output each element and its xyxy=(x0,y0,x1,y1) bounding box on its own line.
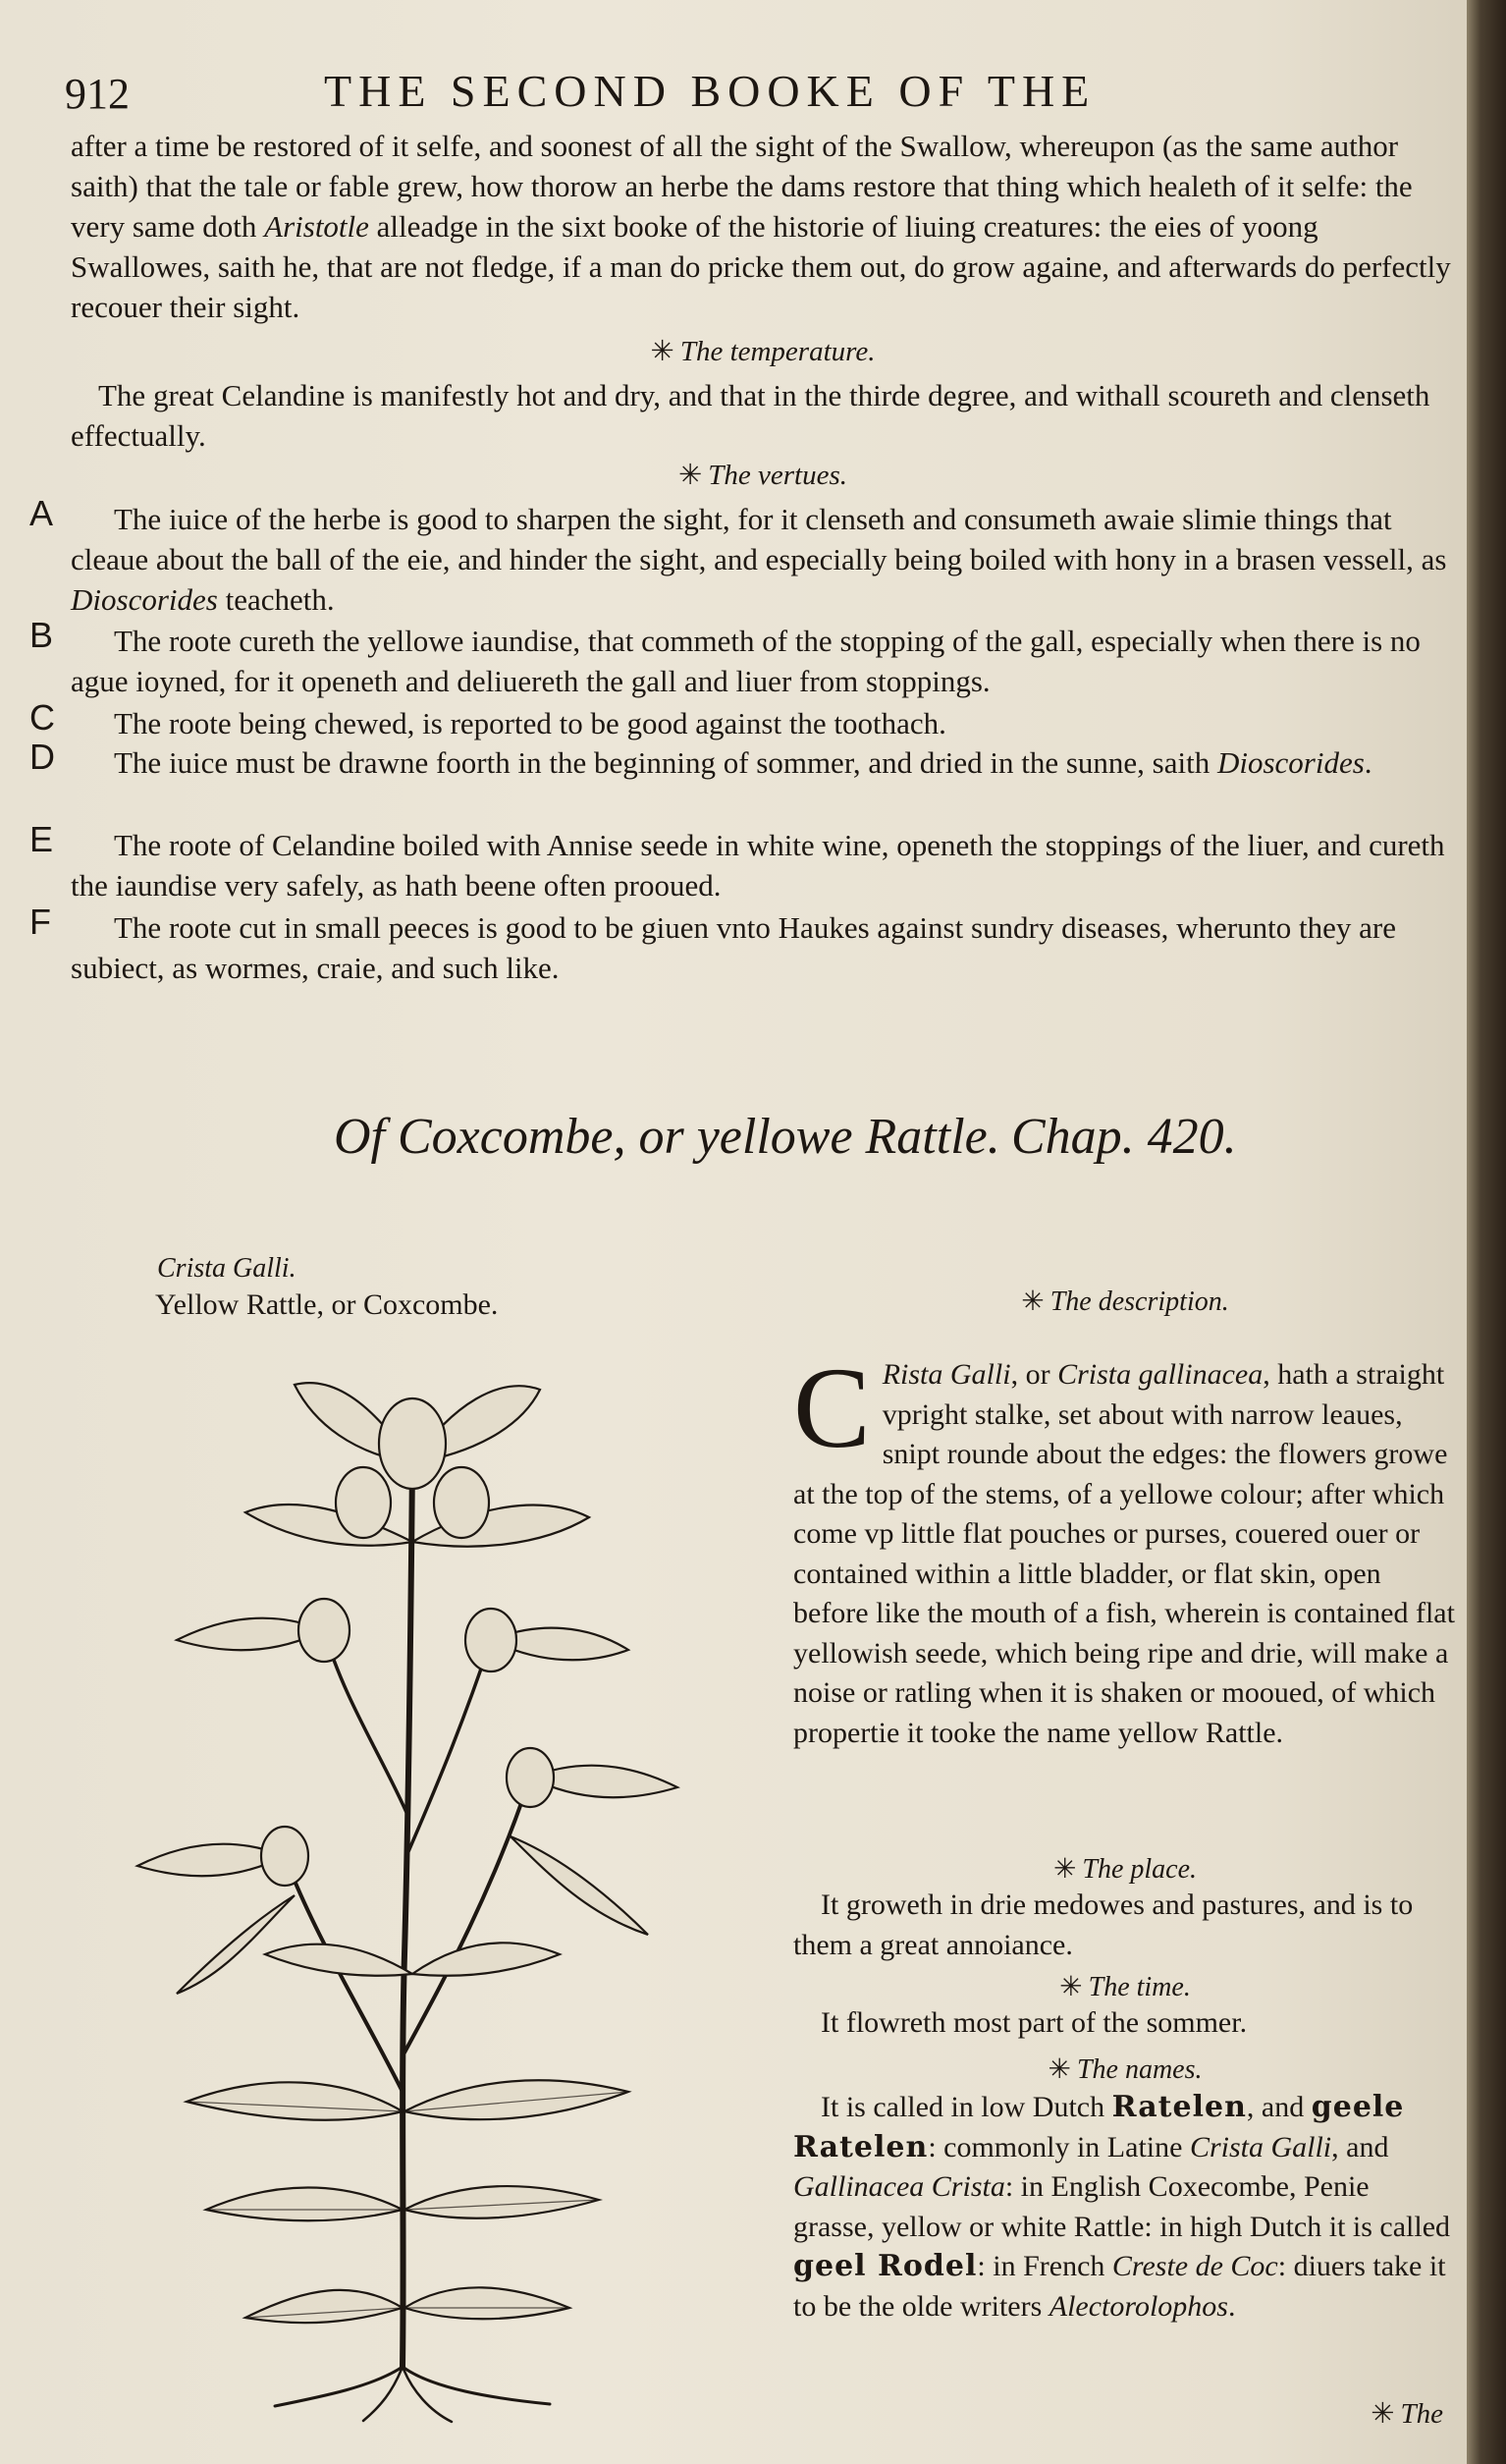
asterisk-icon: ✳ xyxy=(677,460,703,491)
asterisk-icon: ✳ xyxy=(1052,1854,1077,1885)
margin-letter-d: D xyxy=(29,737,55,777)
vertue-d-text: The iuice must be drawne foorth in the beginning of sommer, and dried in the sunne, saith xyxy=(114,745,1217,780)
description-heading xyxy=(793,1285,1457,1318)
figure-latin-name: Crista Galli. xyxy=(157,1253,296,1284)
margin-letter-e: E xyxy=(29,819,54,859)
running-title: THE SECOND BOOKE OF THE xyxy=(324,66,1097,116)
place-heading-text: The place. xyxy=(1082,1854,1198,1885)
names-text-8: . xyxy=(1227,2289,1236,2323)
names-dutch-1: Ratelen xyxy=(1111,2090,1247,2124)
vertue-a-text-end: teacheth. xyxy=(217,582,335,617)
margin-letter-b: B xyxy=(29,615,54,655)
asterisk-icon: ✳ xyxy=(1371,2398,1395,2430)
names-heading-text: The names. xyxy=(1076,2054,1203,2085)
vertue-f-text: The roote cut in small peeces is good to be giuen vnto Haukes against sundry diseases, wherunto they are subiect, as wormes, craie, and such like. xyxy=(71,910,1396,985)
vertue-e-text: The roote of Celandine boiled with Annise seede in white wine, openeth the stoppings of the liuer, and cureth the iaundise very safely, as hath beene often prooued. xyxy=(71,828,1445,903)
vertue-a-text: The iuice of the herbe is good to sharpen the sight, for it clenseth and consumeth awaie slimie things that cleaue about the ball of the eie, and hinder the sight, and especially being boiled with hony in a brasen vessell, as xyxy=(71,502,1447,576)
names-greek: Alectorolophos xyxy=(1049,2289,1228,2323)
names-text-6: : in French xyxy=(977,2250,1112,2282)
description-column xyxy=(793,1343,1457,1753)
names-heading xyxy=(793,2053,1457,2086)
names-latin-1: Crista Galli xyxy=(1189,2130,1332,2163)
names-text-4: , and xyxy=(1331,2130,1389,2163)
opening-text-2: alleadge in the sixt booke of the historie of liuing creatures: the eies of yoong Swallowes, saith he, that are not fledge, if a man do pricke them out, do grow againe, and afterwards do perfectly recouer their sight. xyxy=(71,209,1451,324)
woodcut-flower xyxy=(336,1467,391,1538)
woodcut-flower xyxy=(434,1467,489,1538)
vertue-d-author: Dioscorides xyxy=(1216,745,1365,780)
description-latin-1: Rista Galli xyxy=(882,1358,1011,1391)
asterisk-icon: ✳ xyxy=(1059,1972,1083,2002)
place-heading xyxy=(793,1852,1457,1886)
names-text-2: , and xyxy=(1246,2091,1312,2123)
woodcut-leaf xyxy=(404,2080,628,2119)
woodcut-leaf xyxy=(206,2188,403,2221)
woodcut-leaf xyxy=(265,1944,412,1976)
vertue-b-text: The roote cureth the yellowe iaundise, that commeth of the stopping of the gall, especially when there is no ague ioyned, for it openeth and deliuereth the gall and liuer from stoppings. xyxy=(71,624,1421,698)
vertues-heading-text: The vertues. xyxy=(708,460,848,491)
woodcut-leaf xyxy=(511,1836,648,1935)
vertue-item-b xyxy=(71,621,1455,701)
page-number: 912 xyxy=(65,70,130,118)
names-text-7: : diuers take it to be the olde writers xyxy=(793,2250,1446,2323)
description-latin-2: Crista gallinacea xyxy=(1057,1358,1264,1391)
temperature-heading xyxy=(71,334,1455,368)
opening-paragraph xyxy=(71,126,1455,327)
names-text-1: It is called in low Dutch xyxy=(821,2091,1112,2123)
woodcut-leaf xyxy=(187,2082,403,2119)
names-text-3: : commonly in Latine xyxy=(928,2130,1190,2163)
vertue-item-a xyxy=(71,499,1455,620)
chapter-number: Chap. 420. xyxy=(1011,1109,1237,1165)
place-text: It groweth in drie medowes and pastures, and is to them a great annoiance. xyxy=(793,1889,1414,1961)
asterisk-icon: ✳ xyxy=(1048,2054,1071,2085)
vertue-c-text: The roote being chewed, is reported to be good against the toothach. xyxy=(114,706,946,740)
time-heading xyxy=(793,1970,1457,2003)
vertue-item-c xyxy=(71,703,1455,743)
woodcut-root xyxy=(363,2367,403,2421)
woodcut-flower xyxy=(298,1599,350,1662)
names-latin-2: Gallinacea Crista xyxy=(793,2170,1005,2203)
vertue-a-author: Dioscorides xyxy=(71,582,218,617)
woodcut-leaf xyxy=(404,2186,599,2218)
woodcut-leaf xyxy=(412,1943,560,1976)
margin-letter-a: A xyxy=(29,493,54,533)
drop-cap-c: C xyxy=(793,1343,871,1472)
names-paragraph xyxy=(793,2088,1457,2327)
margin-letter-c: C xyxy=(29,697,55,738)
catchword-text: The xyxy=(1400,2398,1443,2430)
vertue-d-text-end: . xyxy=(1364,745,1372,780)
woodcut-branch xyxy=(406,1640,491,1856)
description-heading-text: The description. xyxy=(1049,1287,1229,1317)
woodcut-flower xyxy=(261,1827,308,1886)
yellow-rattle-woodcut xyxy=(118,1345,707,2426)
vertues-heading xyxy=(71,458,1455,492)
temperature-paragraph xyxy=(71,375,1455,456)
names-french: Creste de Coc xyxy=(1111,2250,1278,2282)
woodcut-leaf xyxy=(177,1895,295,1994)
running-head xyxy=(65,61,1380,120)
woodcut-flower xyxy=(379,1398,446,1489)
asterisk-icon: ✳ xyxy=(650,336,674,367)
woodcut-leaf xyxy=(404,2287,569,2319)
description-joiner: , or xyxy=(1010,1358,1058,1391)
chapter-title: Of Coxcombe, or yellowe Rattle. xyxy=(334,1109,1000,1165)
time-paragraph xyxy=(793,2003,1457,2044)
vertue-item-f xyxy=(71,907,1455,988)
woodcut-stem xyxy=(403,1463,412,2367)
temperature-heading-text: The temperature. xyxy=(679,336,876,367)
time-text: It flowreth most part of the sommer. xyxy=(821,2006,1248,2039)
names-dutch-2: geele Ratelen xyxy=(793,2090,1405,2164)
vertue-item-d xyxy=(71,742,1455,783)
woodcut-root xyxy=(403,2367,550,2404)
figure-english-name: Yellow Rattle, or Coxcombe. xyxy=(155,1288,499,1321)
vertue-item-e xyxy=(71,825,1455,905)
place-paragraph xyxy=(793,1886,1457,1965)
catchword xyxy=(1306,2396,1443,2431)
time-heading-text: The time. xyxy=(1088,1972,1191,2002)
names-text-5: : in English Coxecombe, Penie grasse, yellow or white Rattle: in high Dutch it is called xyxy=(793,2170,1451,2243)
woodcut-root xyxy=(403,2367,452,2422)
temperature-text: The great Celandine is manifestly hot and dry, and that in the thirde degree, and withall scoureth and clenseth effectually. xyxy=(71,378,1430,453)
woodcut-flower xyxy=(465,1609,516,1671)
page-gutter-edge xyxy=(1467,0,1506,2464)
woodcut-flower xyxy=(507,1748,554,1807)
description-text: , hath a straight vpright stalke, set about with narrow leaues, snipt rounde about the edges: the flowers growe at the top of the stems, of a yellowe colour; after which come vp little flat pouches or purses, couered ouer or contained within a little bladder, or flat skin, open before like the mouth of a fish, wherein is contained flat yellowish seede, which being ripe and drie, will make a noise or ratling when it is shaken or mooued, of which propertie it tooke the name yellow Rattle. xyxy=(793,1358,1455,1749)
opening-text-1: after a time be restored of it selfe, and soonest of all the sight of the Swallow, whereupon (as the same author saith) that the tale or fable grew, how thorow an herbe the dams restore that thing which healeth of it selfe: the very same doth xyxy=(71,129,1413,244)
woodcut-leaf xyxy=(245,2290,403,2323)
names-german: geel Rodel xyxy=(793,2249,978,2283)
margin-letter-f: F xyxy=(29,902,51,942)
opening-author: Aristotle xyxy=(264,209,369,244)
asterisk-icon: ✳ xyxy=(1021,1287,1045,1317)
